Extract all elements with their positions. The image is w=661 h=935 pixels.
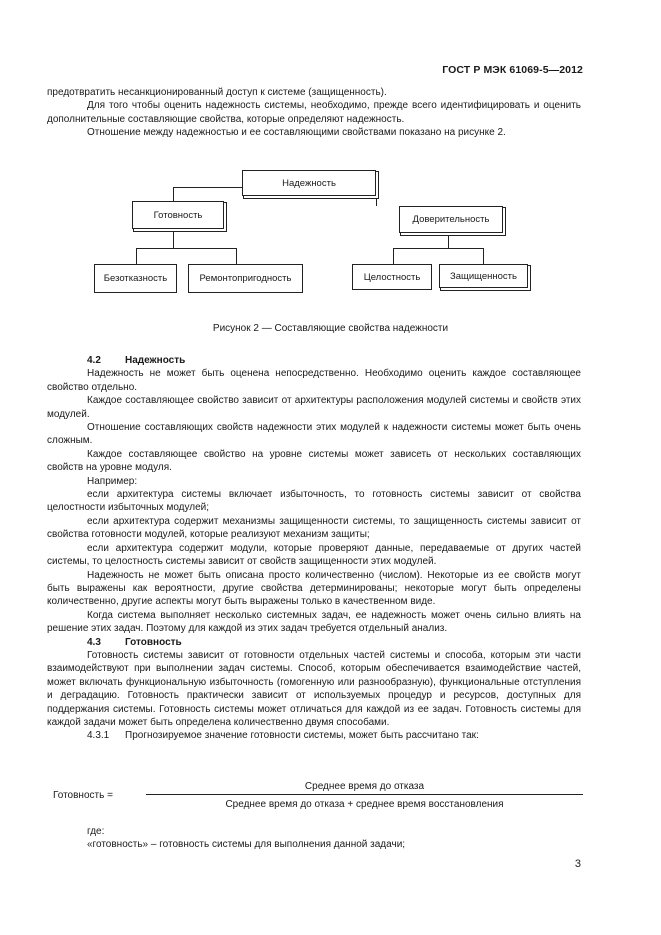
page-number: 3 [574,858,581,870]
section-4-2-heading [47,354,581,367]
box-integrity: Целостность [352,264,432,290]
box-dependability: Доверительность [399,206,503,233]
connector-line [448,233,449,248]
section-4-2 [47,354,581,743]
where-definition: «готовность» – готовность системы для выполнения данной задачи; [87,839,406,851]
connector-line [376,187,377,206]
intro-p3: Отношение между надежностью и ее составляющими свойствами показано на рисунке 2. [87,127,506,139]
figure-caption: Рисунок 2 — Составляющие свойства надежности [212,323,449,334]
intro-p1: предотвратить несанкционированный доступ к системе (защищенность). [47,87,387,98]
connector-line [236,248,237,264]
where-block [47,825,581,852]
formula-numerator: Среднее время до отказа [304,781,425,792]
subsection-4-3-1 [47,729,581,742]
standard-header: ГОСТ Р МЭК 61069-5—2012 [442,64,583,76]
subsection-number: 4.3.1 [87,730,110,742]
paragraph: Надежность не может быть оценена непосредственно. Необходимо оценить каждое составляющее свойство отдельно. [47,368,581,393]
box-reliability: Надежность [242,170,376,196]
section-number: 4.3 [87,636,101,648]
box-maintainability: Ремонтопригодность [188,264,303,293]
intro-p2: Для того чтобы оценить надежность системы, необходимо, прежде всего идентифицировать и оценить дополнительные составляющие свойства, которые определяют надежность. [47,100,581,125]
paragraph: если архитектура содержит механизмы защищенности системы, то защищенность системы зависит от свойства готовности модулей, которые реализуют механизм защиты; [47,515,581,541]
paragraph: Например: [87,475,138,487]
connector-line [136,248,137,264]
connector-line [173,187,174,201]
paragraph: если архитектура системы включает избыточность, то готовность системы зависит от свойства целостности избыточных модулей; [47,489,581,514]
paragraph: Когда система выполняет несколько системных задач, ее надежность может очень сильно влиять на решение этих задач. Поэтому для каждой из этих задач требуется отдельный анализ. [47,609,581,635]
box-reliability-failure-free: Безотказность [94,264,177,293]
connector-line [483,248,484,264]
connector-line [173,229,174,248]
paragraph: Отношение составляющих свойств надежности этих модулей к надежности системы может быть очень сложным. [47,422,581,447]
formula-denominator: Среднее время до отказа + среднее время восстановления [225,799,504,810]
paragraph: если архитектура содержит модули, которые проверяют данные, передаваемые от других частей системы, то целостность системы зависит от свойств защищенности этих модулей. [47,542,581,568]
paragraph: Надежность не может быть описана просто количественно (числом). Некоторые из ее свойств могут быть выражены как вероятности, другие свойства детерминированы; некоторые могут быть определены количественно, другие аспекты могут быть выражены только в качественном виде. [47,569,581,608]
connector-line [136,248,237,249]
section-4-3-heading [47,636,581,649]
where-label: где: [87,826,105,837]
fraction-bar [146,794,583,795]
connector-line [393,248,483,249]
paragraph: Каждое составляющее свойство зависит от архитектуры расположения модулей системы и свойств этих модулей. [47,395,581,420]
section-title: Готовность [125,636,182,648]
formula-lhs: Готовность = [53,790,113,801]
connector-line [393,248,394,264]
paragraph: Готовность системы зависит от готовности отдельных частей системы и способа, которым эти части взаимодействуют при выполнении задач системы. Способ, которым обеспечивается взаимодействие частей, может включать функциональную избыточность (гомогенную или разнообразную), функциональные отступления и деградацию. Готовность практически зависит от используемых процедур и ресурсов, доступных для поддержания системы. Готовность системы может отличаться для каждой из ее задач. Готовность системы для каждой задачи может быть определена количественно двумя способами. [47,649,581,728]
section-number: 4.2 [87,355,101,366]
reliability-diagram [0,0,661,320]
paragraph: Каждое составляющее свойство на уровне системы может зависеть от нескольких составляющих свойств на уровне модуля. [47,448,581,474]
box-availability: Готовность [132,201,224,229]
subsection-text: Прогнозируемое значение готовности системы, может быть рассчитано так: [125,730,479,742]
section-title: Надежность [125,355,186,366]
box-security: Защищенность [439,264,528,288]
